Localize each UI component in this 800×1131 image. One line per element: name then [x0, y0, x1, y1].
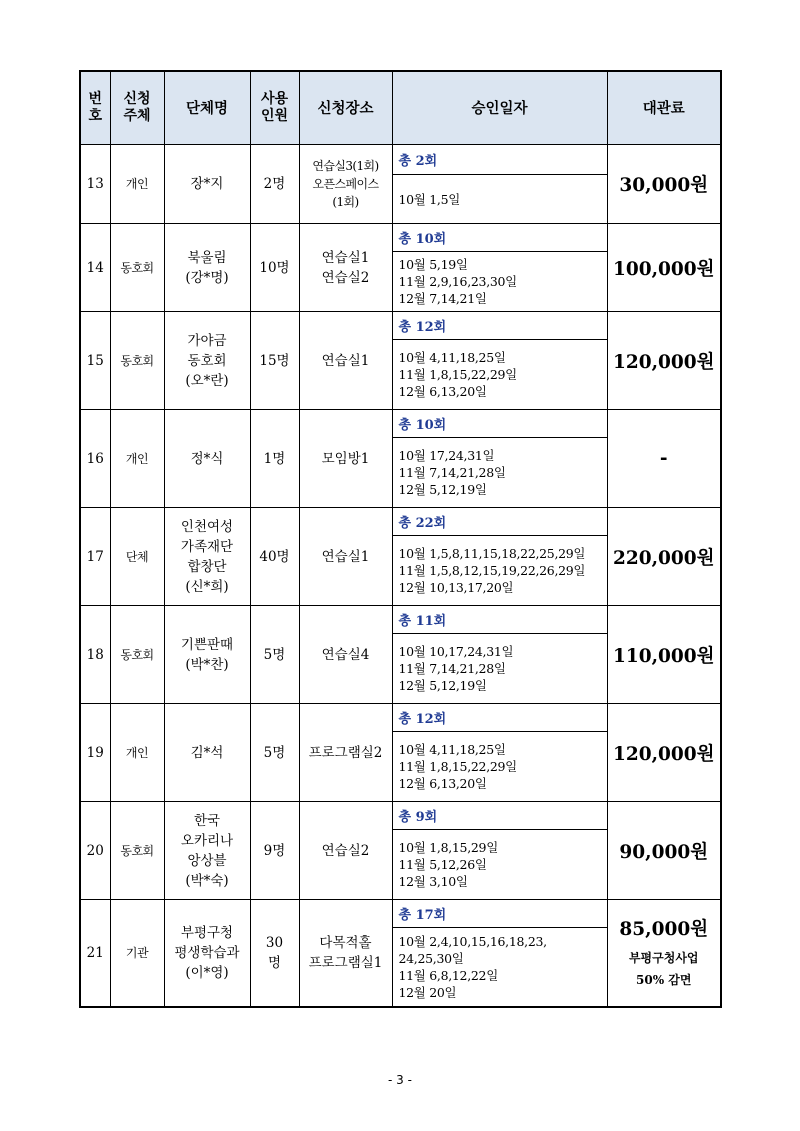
row-people: 5명	[250, 704, 299, 802]
row-approved-dates: 10월 1,5,8,11,15,18,22,25,29일 11월 1,5,8,12,15,19,22,26,29일 12월 10,13,17,20일	[392, 536, 607, 606]
row-people: 40명	[250, 508, 299, 606]
row-people: 15명	[250, 312, 299, 410]
table-row	[80, 802, 721, 830]
col-header-number: 번 호	[80, 71, 110, 145]
row-fee: 110,000원	[607, 606, 721, 704]
row-number: 14	[80, 224, 110, 312]
row-approved-dates: 10월 1,5일	[392, 175, 607, 224]
table-row	[80, 410, 721, 438]
row-group-name: 기쁜판때 (박*찬)	[164, 606, 250, 704]
row-people: 10명	[250, 224, 299, 312]
col-header-group-name: 단체명	[164, 71, 250, 145]
row-fee: 90,000원	[607, 802, 721, 900]
row-approved-dates: 10월 4,11,18,25일 11월 1,8,15,22,29일 12월 6,13,20일	[392, 732, 607, 802]
row-number: 13	[80, 145, 110, 224]
row-place: 연습실1	[299, 312, 392, 410]
row-applicant-type: 개인	[110, 410, 164, 508]
row-fee-amount: 85,000원	[619, 919, 709, 940]
col-header-applicant-type: 신청 주체	[110, 71, 164, 145]
row-group-name: 가야금 동호회 (오*란)	[164, 312, 250, 410]
table-row	[80, 312, 721, 340]
row-applicant-type: 동호회	[110, 802, 164, 900]
row-total-count: 총 12회	[392, 312, 607, 340]
row-fee: 100,000원	[607, 224, 721, 312]
rental-approval-table	[79, 70, 722, 1008]
col-header-approved-dates: 승인일자	[392, 71, 607, 145]
row-approved-dates: 10월 1,8,15,29일 11월 5,12,26일 12월 3,10일	[392, 830, 607, 900]
row-place: 연습실3(1회) 오픈스페이스 (1회)	[299, 145, 392, 224]
row-fee	[607, 900, 721, 1008]
row-approved-dates: 10월 2,4,10,15,16,18,23, 24,25,30일 11월 6,8,12,22일 12월 20일	[392, 928, 607, 1008]
table-body	[80, 145, 721, 1008]
row-place: 연습실2	[299, 802, 392, 900]
row-group-name: 부평구청 평생학습과 (이*영)	[164, 900, 250, 1008]
table-row	[80, 145, 721, 175]
row-place: 프로그램실2	[299, 704, 392, 802]
row-group-name: 정*식	[164, 410, 250, 508]
row-fee: 220,000원	[607, 508, 721, 606]
row-total-count: 총 2회	[392, 145, 607, 175]
row-group-name: 북울림 (강*명)	[164, 224, 250, 312]
row-place: 연습실1 연습실2	[299, 224, 392, 312]
row-total-count: 총 22회	[392, 508, 607, 536]
row-approved-dates: 10월 4,11,18,25일 11월 1,8,15,22,29일 12월 6,13,20일	[392, 340, 607, 410]
table-row	[80, 224, 721, 252]
table-row	[80, 900, 721, 928]
col-header-fee: 대관료	[607, 71, 721, 145]
row-applicant-type: 개인	[110, 704, 164, 802]
row-place: 다목적홀 프로그램실1	[299, 900, 392, 1008]
row-people: 5명	[250, 606, 299, 704]
row-number: 18	[80, 606, 110, 704]
col-header-people: 사용 인원	[250, 71, 299, 145]
row-total-count: 총 10회	[392, 224, 607, 252]
row-fee: 30,000원	[607, 145, 721, 224]
row-total-count: 총 9회	[392, 802, 607, 830]
table-header-row	[80, 71, 721, 145]
row-number: 19	[80, 704, 110, 802]
row-people: 2명	[250, 145, 299, 224]
row-group-name: 장*지	[164, 145, 250, 224]
row-approved-dates: 10월 10,17,24,31일 11월 7,14,21,28일 12월 5,12,19일	[392, 634, 607, 704]
row-group-name: 김*석	[164, 704, 250, 802]
row-number: 15	[80, 312, 110, 410]
row-number: 16	[80, 410, 110, 508]
row-approved-dates: 10월 17,24,31일 11월 7,14,21,28일 12월 5,12,19일	[392, 438, 607, 508]
row-applicant-type: 동호회	[110, 224, 164, 312]
row-applicant-type: 동호회	[110, 606, 164, 704]
row-people: 1명	[250, 410, 299, 508]
table-row	[80, 606, 721, 634]
row-total-count: 총 10회	[392, 410, 607, 438]
row-total-count: 총 17회	[392, 900, 607, 928]
row-total-count: 총 11회	[392, 606, 607, 634]
row-total-count: 총 12회	[392, 704, 607, 732]
row-applicant-type: 단체	[110, 508, 164, 606]
page-number: - 3 -	[388, 1073, 412, 1087]
row-people: 30 명	[250, 900, 299, 1008]
row-fee: 120,000원	[607, 704, 721, 802]
row-group-name: 한국 오카리나 앙상블 (박*숙)	[164, 802, 250, 900]
row-group-name: 인천여성 가족재단 합창단 (신*희)	[164, 508, 250, 606]
row-fee: 120,000원	[607, 312, 721, 410]
table-row	[80, 704, 721, 732]
row-number: 21	[80, 900, 110, 1008]
row-place: 모임방1	[299, 410, 392, 508]
row-applicant-type: 기관	[110, 900, 164, 1008]
row-approved-dates: 10월 5,19일 11월 2,9,16,23,30일 12월 7,14,21일	[392, 252, 607, 312]
row-number: 17	[80, 508, 110, 606]
row-number: 20	[80, 802, 110, 900]
row-fee-note: 부평구청사업 50% 감면	[628, 951, 699, 987]
row-place: 연습실1	[299, 508, 392, 606]
row-fee: -	[607, 410, 721, 508]
row-place: 연습실4	[299, 606, 392, 704]
row-applicant-type: 동호회	[110, 312, 164, 410]
table-row	[80, 508, 721, 536]
col-header-place: 신청장소	[299, 71, 392, 145]
row-people: 9명	[250, 802, 299, 900]
row-applicant-type: 개인	[110, 145, 164, 224]
